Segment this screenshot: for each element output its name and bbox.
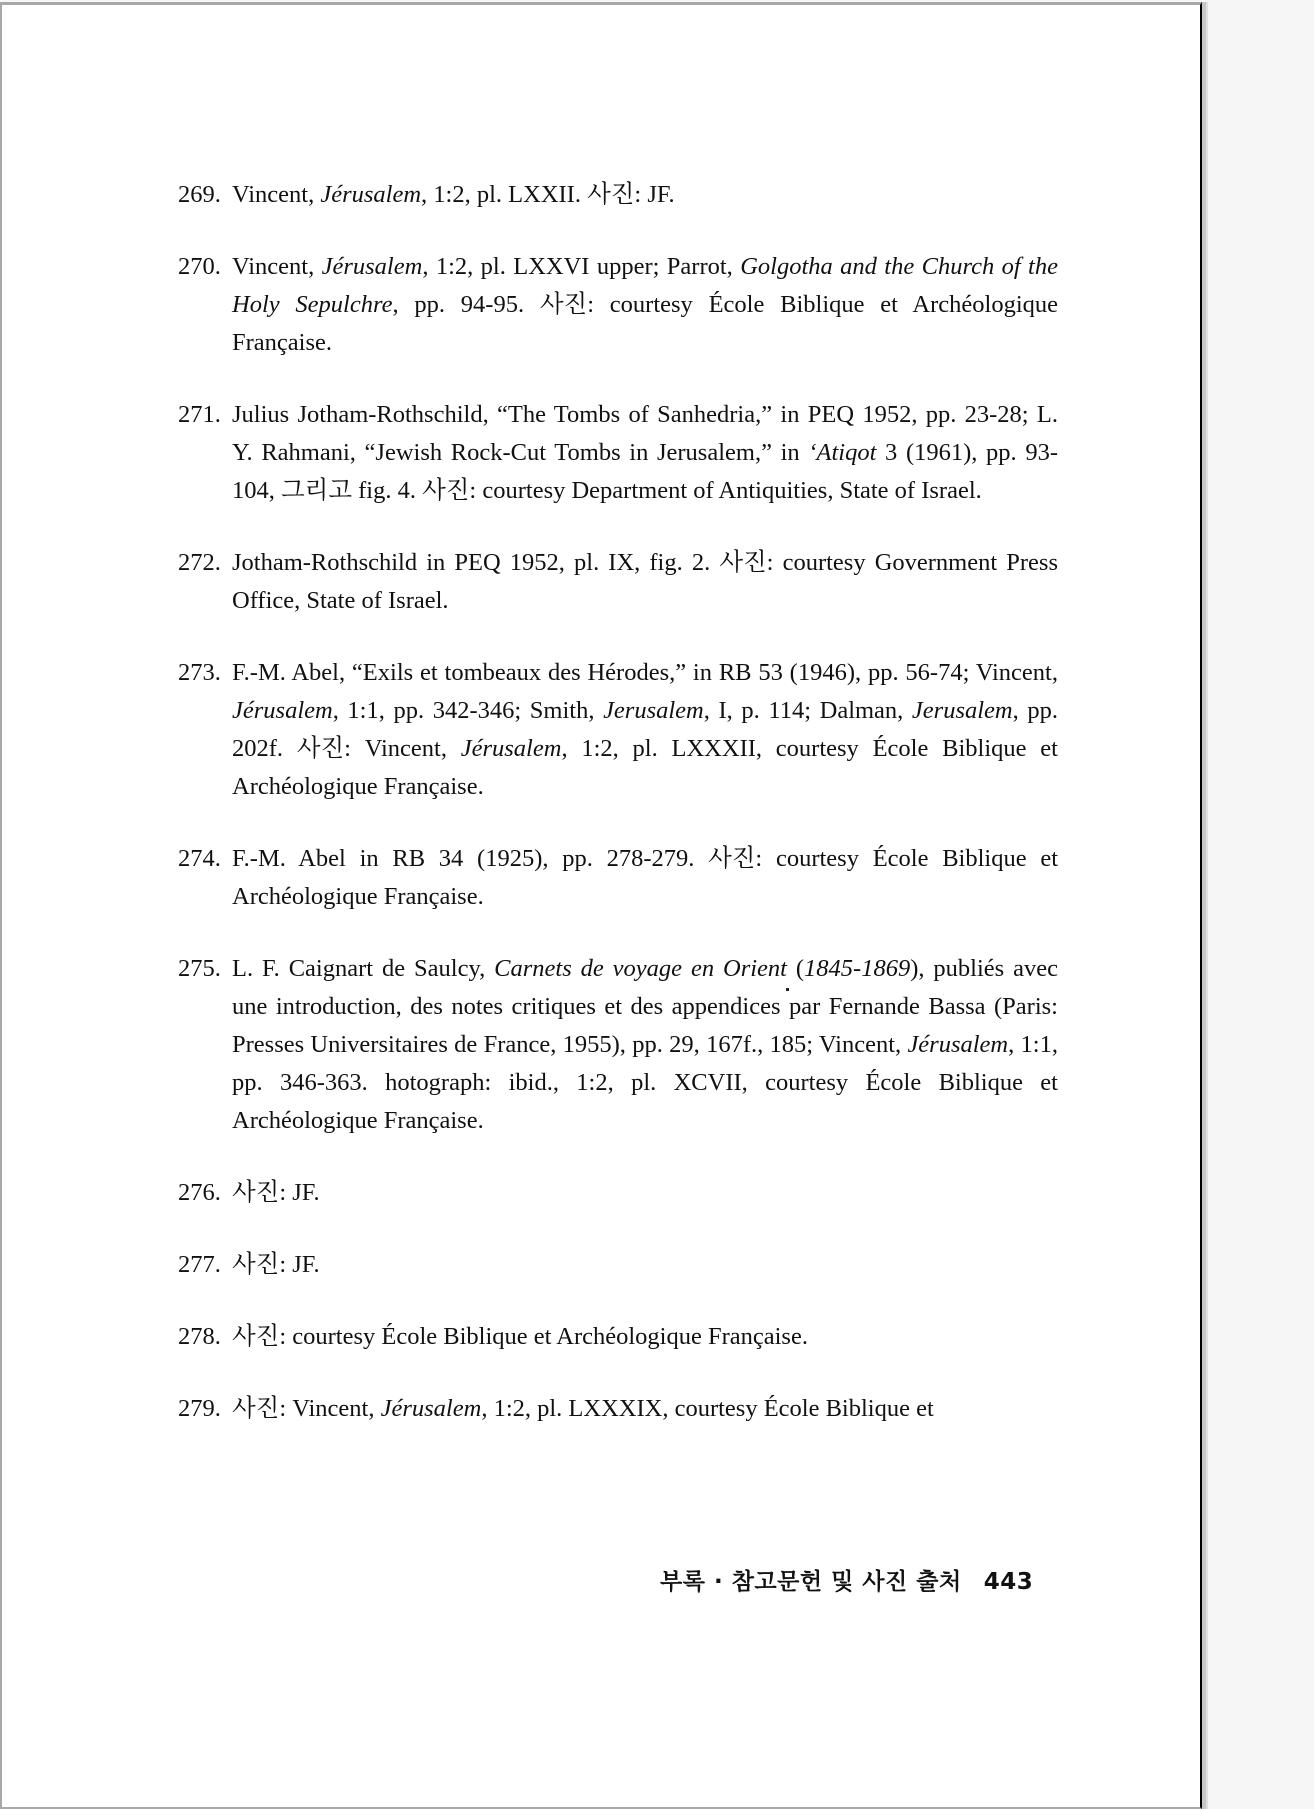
note-entry: [178, 1174, 1058, 1212]
page-number: 443: [983, 1569, 1034, 1595]
note-text: (: [786, 955, 805, 982]
note-number: 275.: [178, 955, 221, 982]
note-title-italic: ‘Atiqot: [808, 439, 877, 466]
note-title-italic: Jérusalem: [320, 181, 422, 208]
note-title-italic: Jerusalem: [603, 697, 704, 724]
note-number: 276.: [178, 1179, 221, 1206]
note-text: L. F. Caignart de Saulcy,: [232, 955, 495, 982]
note-text: , 1:1, pp. 342-346; Smith,: [332, 697, 604, 724]
note-title-italic: Golgotha and the Church of the Holy Sepulchre: [232, 253, 1058, 318]
document-page: [0, 2, 1202, 1809]
note-text: Jotham-Rothschild in PEQ 1952, pl. IX, fig. 2. 사진: courtesy Government Press Office, State of Israel.: [232, 549, 1058, 614]
note-title-italic: Jérusalem: [460, 735, 562, 762]
note-number: 278.: [178, 1323, 221, 1350]
note-text: , 1:1, pp. 346-363. hotograph: ibid., 1:2, pl. XCVII, courtesy École Biblique et Archéologique Française.: [232, 1031, 1058, 1134]
note-text: , pp. 202f. 사진: Vincent,: [232, 697, 1058, 762]
note-number: 269.: [178, 181, 221, 208]
note-text: 사진: JF.: [232, 1179, 320, 1206]
note-text: , 1:2, pl. LXXXII, courtesy École Biblique et Archéologique Française.: [232, 735, 1058, 800]
note-title-italic: Jerusalem: [911, 697, 1013, 724]
note-number: 274.: [178, 845, 221, 872]
note-text: , pp. 94-95. 사진: courtesy École Biblique et Archéologique Française.: [232, 291, 1058, 356]
page-footer: [660, 1563, 1033, 1596]
note-text: 사진: Vincent,: [232, 1395, 381, 1422]
note-text: Vincent,: [232, 253, 322, 280]
note-entry: [178, 176, 1058, 214]
note-text: F.-M. Abel, “Exils et tombeaux des Hérodes,” in RB 53 (1946), pp. 56-74; Vincent,: [232, 659, 1058, 686]
note-entry: [178, 1390, 1058, 1428]
note-text: ), publiés avec une introduction, des notes critiques et des appendices par Fernande Bassa (Paris: Presses Universitaires de France, 1955), pp. 29, 167f., 185; Vincent,: [232, 955, 1058, 1058]
note-text: 3 (1961), pp. 93-104, 그리고 fig. 4. 사진: courtesy Department of Antiquities, State of Israel.: [232, 439, 1059, 504]
note-number: 277.: [178, 1251, 221, 1278]
note-title-italic: Carnets de voyage en Orient: [494, 955, 787, 982]
note-title-italic: Jérusalem: [232, 697, 333, 724]
note-entry: [178, 544, 1058, 620]
note-text: 사진: JF.: [232, 1251, 320, 1278]
notes-list: [178, 176, 1058, 1462]
running-title: 부록 · 참고문헌 및 사진 출처: [660, 1569, 962, 1595]
note-entry: [178, 396, 1058, 510]
stray-mark: [786, 988, 789, 991]
note-entry: [178, 1318, 1058, 1356]
note-text: , 1:2, pl. LXXXIX, courtesy École Biblique et: [481, 1395, 934, 1422]
note-number: 270.: [178, 253, 221, 280]
note-number: 272.: [178, 549, 221, 576]
note-text: Vincent,: [232, 181, 321, 208]
note-title-italic: Jérusalem: [321, 253, 423, 280]
note-title-italic: Jérusalem: [907, 1031, 1009, 1058]
note-text: , 1:2, pl. LXXVI upper; Parrot,: [422, 253, 741, 280]
note-text: 사진: courtesy École Biblique et Archéologique Française.: [232, 1323, 808, 1350]
note-title-italic: Jérusalem: [380, 1395, 482, 1422]
note-number: 271.: [178, 401, 221, 428]
note-text: , I, p. 114; Dalman,: [703, 697, 912, 724]
note-number: 273.: [178, 659, 221, 686]
note-text: F.-M. Abel in RB 34 (1925), pp. 278-279. 사진: courtesy École Biblique et Archéologique Française.: [232, 845, 1058, 910]
note-entry: [178, 950, 1058, 1140]
note-entry: [178, 654, 1058, 806]
note-text: Julius Jotham-Rothschild, “The Tombs of Sanhedria,” in PEQ 1952, pp. 23-28; L. Y. Rahmani, “Jewish Rock-Cut Tombs in Jerusalem,” in: [232, 401, 1058, 466]
note-title-italic: 1845-1869: [804, 955, 911, 982]
note-number: 279.: [178, 1395, 221, 1422]
note-entry: [178, 840, 1058, 916]
note-entry: [178, 1246, 1058, 1284]
note-entry: [178, 248, 1058, 362]
note-text: , 1:2, pl. LXXII. 사진: JF.: [421, 181, 675, 208]
